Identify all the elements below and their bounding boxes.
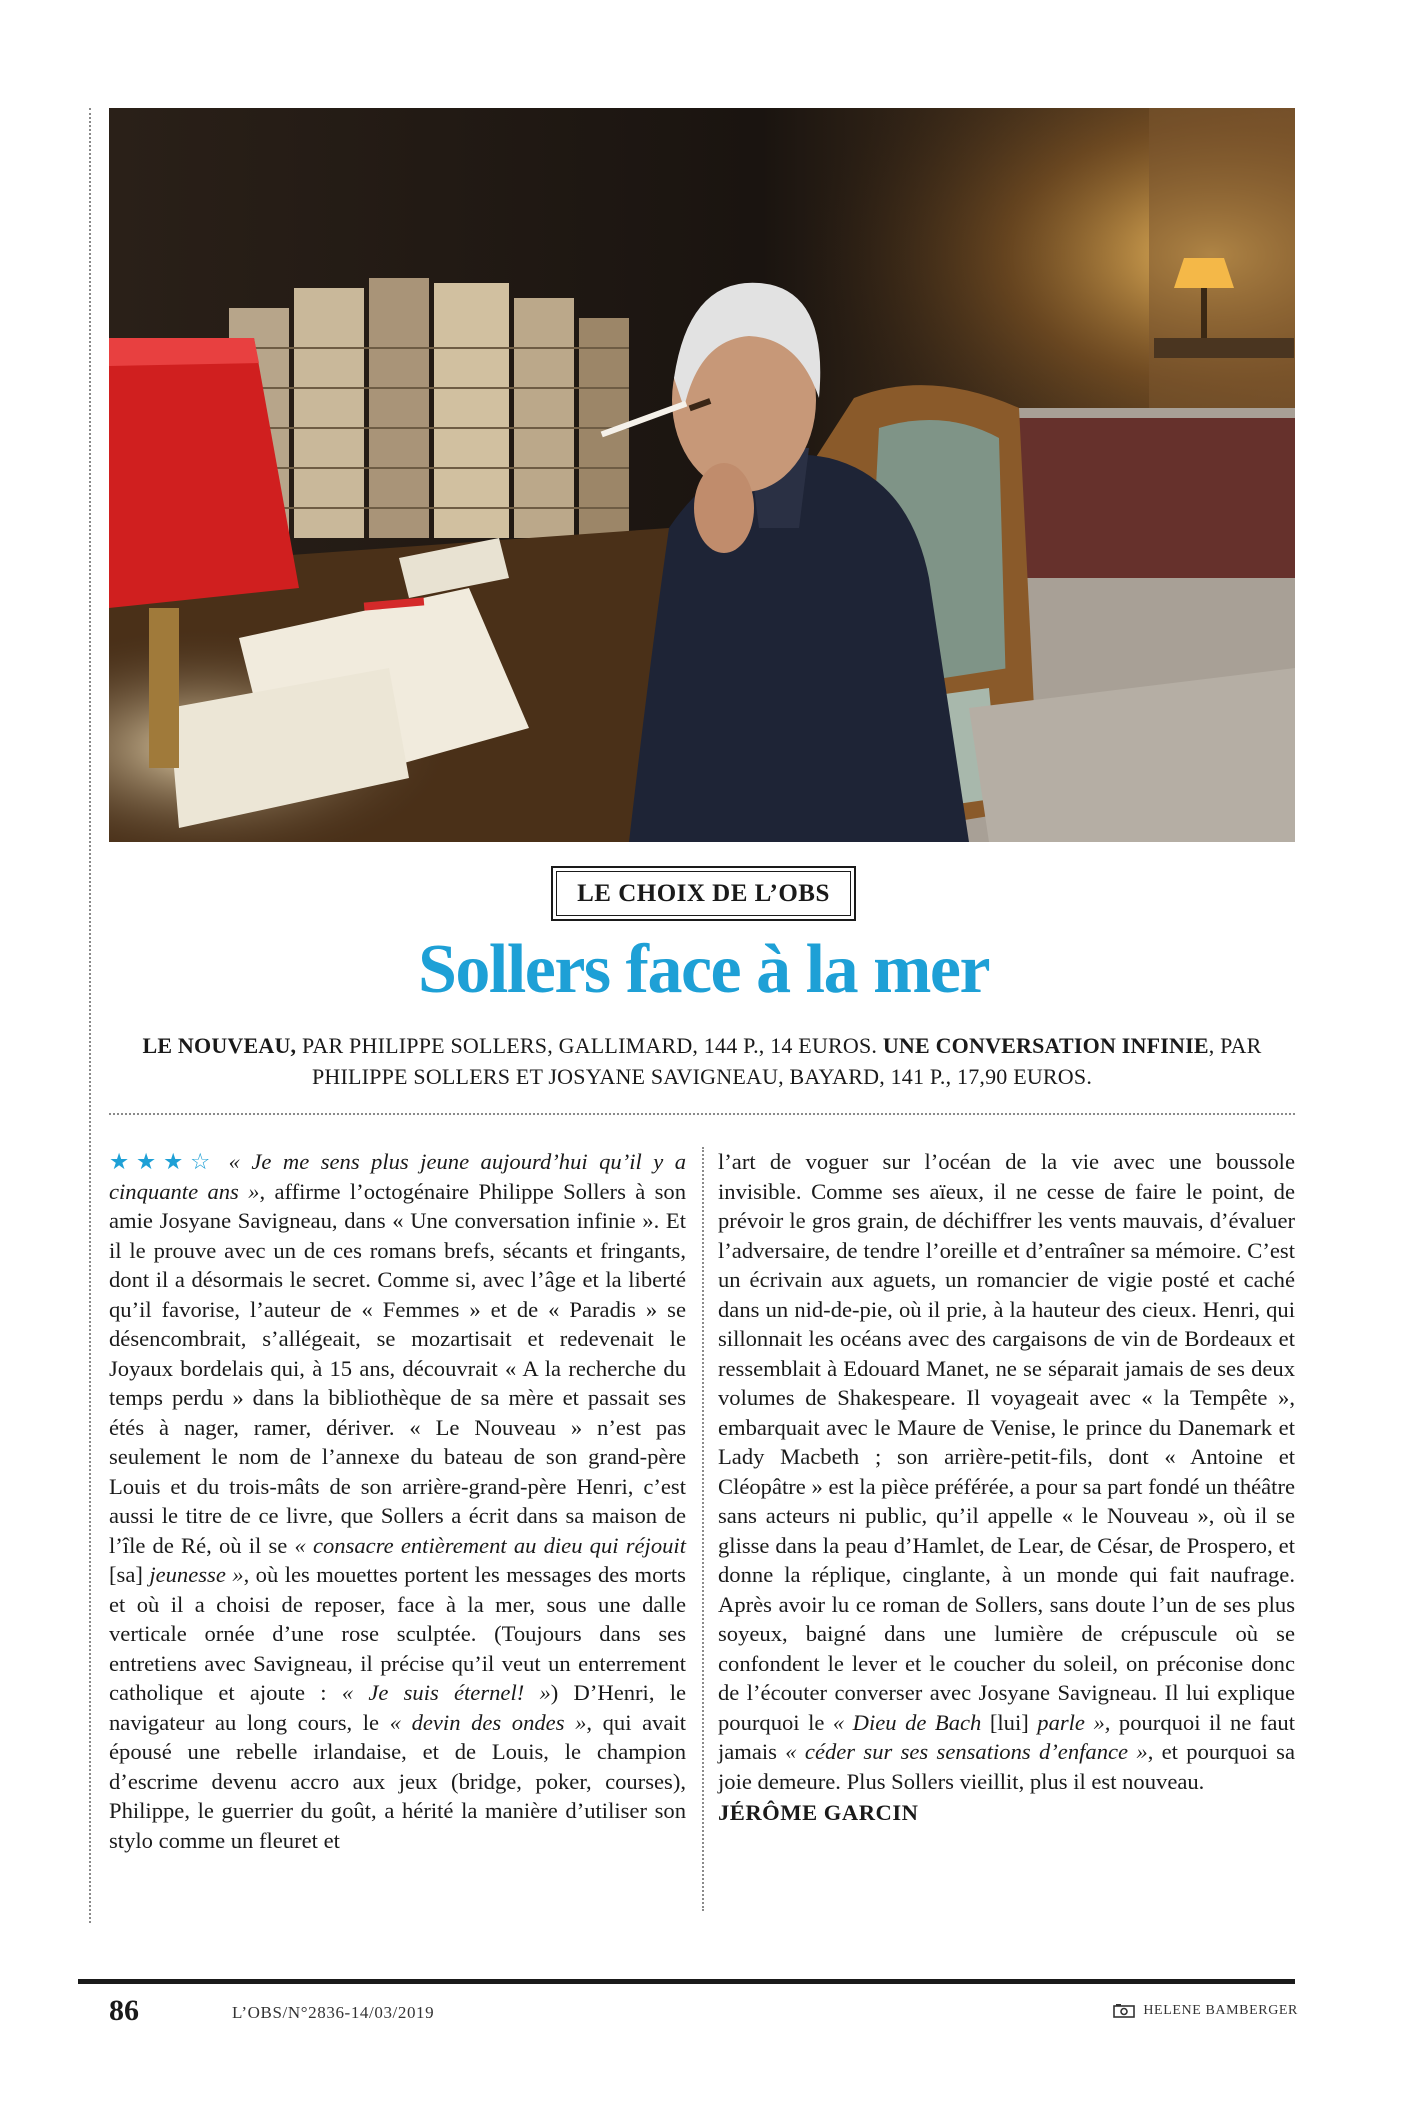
rating-stars: ★★★☆ [109,1149,218,1174]
quote: « céder sur ses sensations d’enfance » [785,1739,1148,1764]
body-text: , et pourquoi sa joie demeure. Plus Sollers vieillit, plus il est nouveau. [718,1739,1295,1794]
article-column-left [109,1147,686,1855]
body-text: [sa] [109,1562,150,1587]
body-text: , affirme l’octogénaire Philippe Sollers à son amie Josyane Savigneau, dans « Une conversation infinie ». Et il le prouve avec un de ces romans brefs, sécants et fringants, dont il a désormais le secret. Comme si, avec l’âge et la liberté qu’il favorise, l’auteur de « Femmes » et de « Paradis » se désencombrait, s’allégeait, se mozartisait et redevenait le Joyaux bordelais qui, à 15 ans, découvrait « A la recherche du temps perdu » dans la bibliothèque de sa mère et passait ses étés à nager, ramer, dériver. « Le Nouveau » n’est pas seulement le nom de l’annexe du bateau de son grand-père Louis et du trois-mâts de son arrière-grand-père Henri, c’est aussi le titre de ce livre, que Sollers a écrit dans sa maison de l’île de Ré, où il se [109,1178,686,1558]
section-divider [109,1113,1295,1115]
photo-illustration [109,108,1295,842]
book2-info: , PAR PHILIPPE SOLLERS ET JOSYANE SAVIGNEAU, BAYARD, 141 P., 17,90 EUROS. [311,1033,1262,1089]
book-stacks [229,278,629,538]
photo-credit [1113,2003,1298,2019]
kicker-label: LE CHOIX DE L’OBS [556,871,851,916]
quote: « devin des ondes » [389,1709,587,1735]
kicker-wrapper [0,866,1407,921]
body-text: pourquoi il ne faut jamais [718,1709,1295,1764]
article-photo [109,108,1295,842]
quote: jeunesse » [149,1562,244,1587]
quote: « Je suis éternel! » [341,1680,551,1705]
book1-title: LE NOUVEAU, [142,1033,297,1058]
column-divider [702,1147,704,1911]
issue-info: L’OBS/N°2836-14/03/2019 [232,2003,435,2022]
book1-info: PAR PHILIPPE SOLLERS, GALLIMARD, 144 P., 14 EUROS. [296,1033,883,1058]
book-references [109,1030,1295,1092]
footer-rule [78,1979,1295,1984]
body-text: ) D’Henri, le navigateur au long cours, le [109,1680,686,1735]
body-text: , où les mouettes portent les messages des morts et où il a choisi de reposer, face à la mer, sous une dalle verticale ornée d’une rose sculptée. (Toujours dans ses entretiens avec Savigneau, il précise qu’il veut un enterrement catholique et ajoute : [109,1562,686,1705]
article-column-right [718,1147,1295,1828]
column-left-text [109,1147,686,1855]
body-text: , qui avait épousé une rebelle irlandaise, et de Louis, le champion d’escrime devenu accro aux jeux (bridge, poker, courses), Philippe, le guerrier du goût, a hérité la manière d’utiliser son stylo comme un fleuret et [109,1709,686,1853]
quote: « Dieu de Bach [832,1709,982,1735]
quote: « consacre entièrement au dieu qui réjouit [294,1532,686,1558]
headline: Sollers face à la mer [417,931,990,1008]
column-right-text [718,1147,1295,1796]
body-text: l’art de voguer sur l’océan de la vie avec une boussole invisible. Comme ses aïeux, il ne cesse de faire le point, de prévoir le gros grain, de déchiffrer les vents mauvais, d’évaluer l’adversaire, de tendre l’oreille et d’entraîner sa mémoire. C’est un écrivain aux aguets, un romancier de vigie posté et caché dans un nid-de-pie, où il prie, à la hauteur des cieux. Henri, qui sillonnait les océans avec des cargaisons de vin de Bordeaux et ressemblait à Edouard Manet, ne se séparait jamais de ses deux volumes de Shakespeare. Il voyageait avec « la Tempête », embarquait avec le Maure de Venise, le prince du Danemark et Lady Macbeth ; son arrière-petit-fils, dont « Antoine et Cléopâtre » est la pièce préférée, a pour sa part fondé un théâtre sans acteurs ni public, qu’il appelle « le Nouveau », où il se glisse dans la peau d’Hamlet, de Lear, de César, de Prospero, et donne la réplique, cinglante, à un monde qui fait naufrage. Après avoir lu ce roman de Sollers, sans doute l’un de ses plus soyeux, baigné dans une lumière de crépuscule où se confondent le lever et le coucher du soleil, on préconise donc de l’écouter converser avec Josyane Savigneau. Il lui explique pourquoi le [718,1149,1295,1735]
author-byline: JÉRÔME GARCIN [718,1800,919,1825]
book2-title: UNE CONVERSATION INFINIE [882,1033,1209,1058]
quote: « Je me sens plus jeune aujourd’hui qu’il y a cinquante ans » [109,1149,686,1204]
page-number: 86 [109,1994,139,2027]
kicker-box [551,866,856,921]
photo-credit-text: HELENE BAMBERGER [1143,2003,1298,2018]
body-text: [lui] [981,1709,1038,1735]
quote: parle », [1037,1709,1111,1735]
camera-icon [1113,2004,1135,2018]
page-margin-rule [89,108,91,1923]
